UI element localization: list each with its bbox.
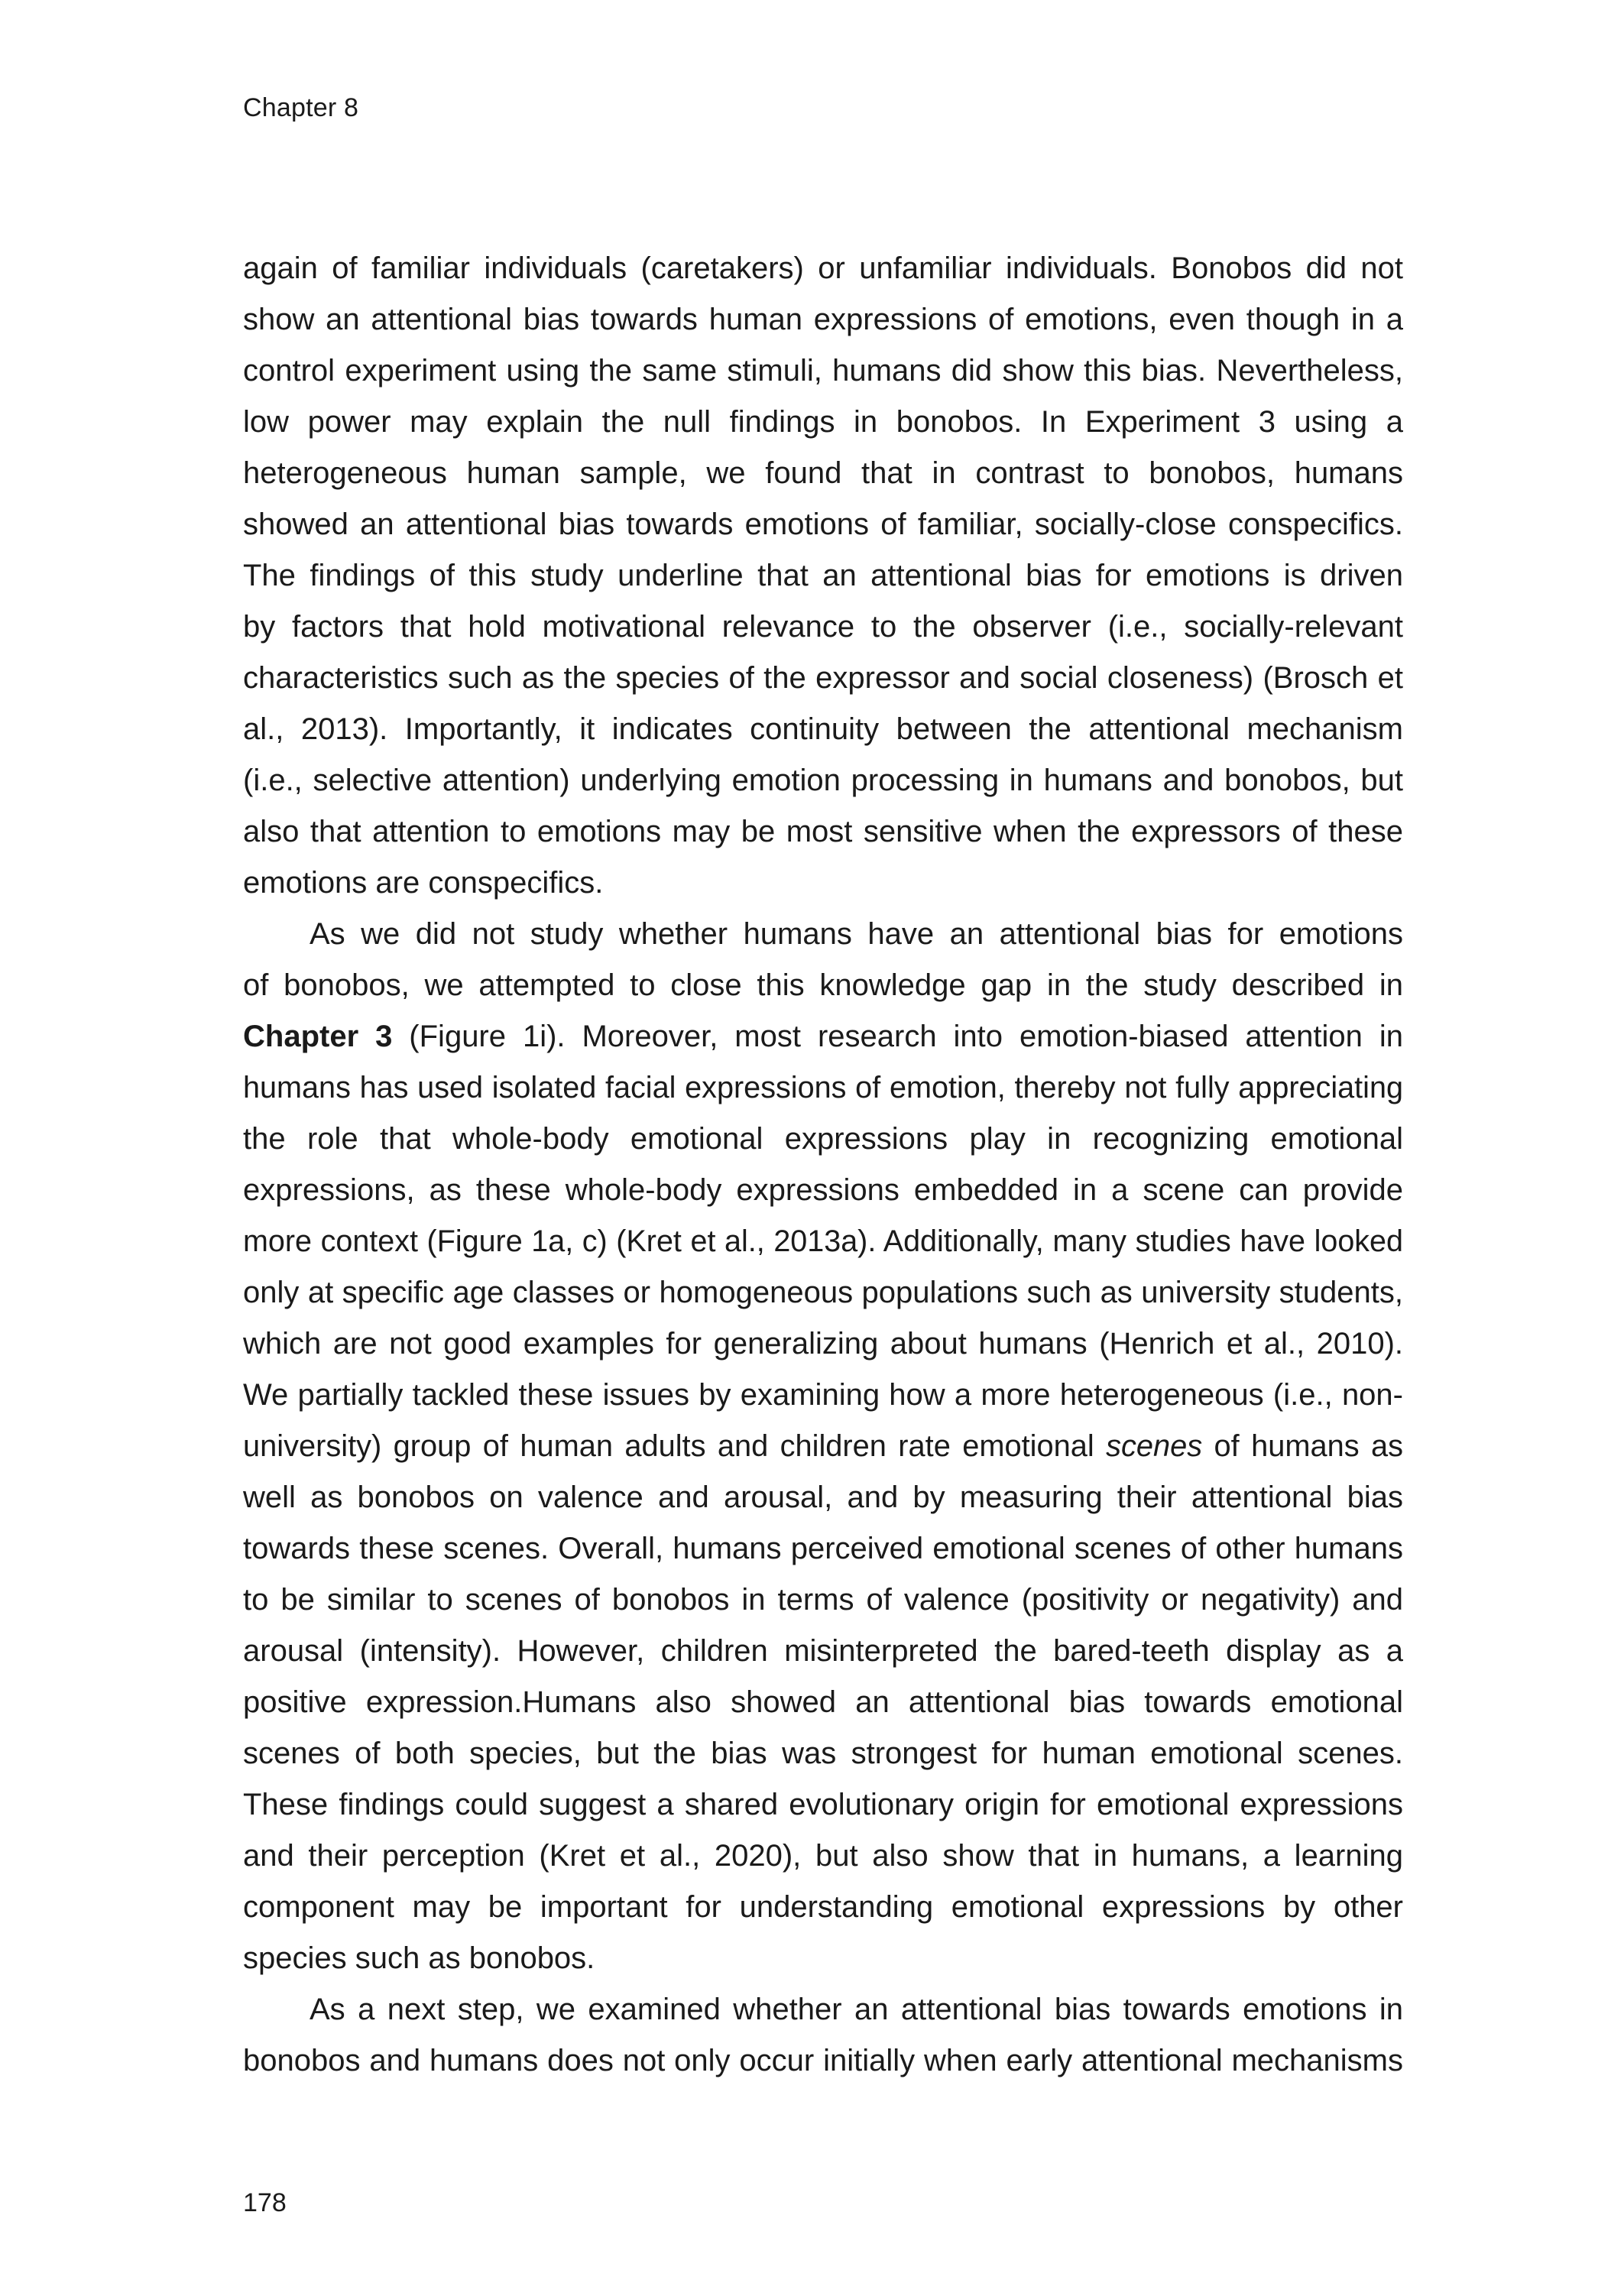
text-line: well as bonobos on valence and arousal, and by measuring their attentional bias: [243, 1481, 1403, 1514]
page-number: 178: [243, 2188, 287, 2217]
text-line: humans has used isolated facial expressions of emotion, thereby not fully appreciating: [243, 1071, 1403, 1104]
text-line: and their perception (Kret et al., 2020), but also show that in humans, a learning: [243, 1839, 1403, 1873]
running-head: Chapter 8: [243, 93, 359, 122]
text-line: expressions, as these whole-body expressions embedded in a scene can provide: [243, 1173, 1403, 1207]
paragraph-1: [243, 243, 1403, 909]
text-line: As a next step, we examined whether an attentional bias towards emotions in: [310, 1993, 1403, 2026]
text-line: of bonobos, we attempted to close this knowledge gap in the study described in: [243, 968, 1403, 1002]
text-line: arousal (intensity). However, children misinterpreted the bared-teeth display as a: [243, 1634, 1403, 1668]
text-line: by factors that hold motivational relevance to the observer (i.e., socially-relevant: [243, 610, 1403, 644]
text-line: [243, 1011, 1403, 1062]
text-line: showed an attentional bias towards emotions of familiar, socially-close conspecifics.: [243, 508, 1403, 541]
text-line: low power may explain the null findings in bonobos. In Experiment 3 using a: [243, 405, 1403, 439]
text-line: more context (Figure 1a, c) (Kret et al., 2013a). Additionally, many studies have looked: [243, 1224, 1403, 1258]
text-segment: university) group of human adults and children rate emotional: [243, 1429, 1107, 1463]
text-line: the role that whole-body emotional expressions play in recognizing emotional: [243, 1122, 1403, 1156]
emphasis-scenes: scenes: [1106, 1429, 1203, 1463]
text-line: characteristics such as the species of the expressor and social closeness) (Brosch et: [243, 661, 1403, 695]
text-line: again of familiar individuals (caretakers) or unfamiliar individuals. Bonobos did not: [243, 251, 1403, 285]
text-line: The findings of this study underline that an attentional bias for emotions is driven: [243, 559, 1403, 592]
body-text: [243, 243, 1403, 2087]
text-line: only at specific age classes or homogeneous populations such as university students,: [243, 1276, 1403, 1309]
text-line: bonobos and humans does not only occur initially when early attentional mechanisms: [243, 2044, 1403, 2077]
text-line: to be similar to scenes of bonobos in terms of valence (positivity or negativity) and: [243, 1583, 1403, 1617]
text-segment: (Figure 1i). Moreover, most research into emotion-biased attention in: [392, 1020, 1403, 1053]
text-line: We partially tackled these issues by examining how a more heterogeneous (i.e., non-: [243, 1378, 1403, 1412]
text-line: As we did not study whether humans have an attentional bias for emotions: [310, 917, 1403, 951]
text-line: species such as bonobos.: [243, 1941, 595, 1975]
text-line: also that attention to emotions may be most sensitive when the expressors of these: [243, 815, 1403, 848]
text-line: positive expression.Humans also showed an attentional bias towards emotional: [243, 1685, 1403, 1719]
text-line: towards these scenes. Overall, humans perceived emotional scenes of other humans: [243, 1532, 1403, 1565]
text-line: These findings could suggest a shared evolutionary origin for emotional expressions: [243, 1788, 1403, 1821]
text-line: show an attentional bias towards human expressions of emotions, even though in a: [243, 303, 1403, 336]
paragraph-2: [243, 909, 1403, 1984]
text-line: al., 2013). Importantly, it indicates continuity between the attentional mechanism: [243, 712, 1403, 746]
text-line: component may be important for understanding emotional expressions by other: [243, 1890, 1403, 1924]
text-line: control experiment using the same stimuli, humans did show this bias. Nevertheless,: [243, 354, 1403, 388]
text-line: (i.e., selective attention) underlying emotion processing in humans and bonobos, but: [243, 764, 1403, 797]
paragraph-3: [243, 1984, 1403, 2087]
text-line: heterogeneous human sample, we found that in contrast to bonobos, humans: [243, 456, 1403, 490]
text-segment: of humans as: [1202, 1429, 1403, 1463]
text-line: emotions are conspecifics.: [243, 866, 604, 900]
text-line: [243, 1421, 1403, 1472]
text-line: scenes of both species, but the bias was strongest for human emotional scenes.: [243, 1737, 1403, 1770]
chapter-reference: Chapter 3: [243, 1020, 393, 1053]
text-line: which are not good examples for generalizing about humans (Henrich et al., 2010).: [243, 1327, 1403, 1361]
